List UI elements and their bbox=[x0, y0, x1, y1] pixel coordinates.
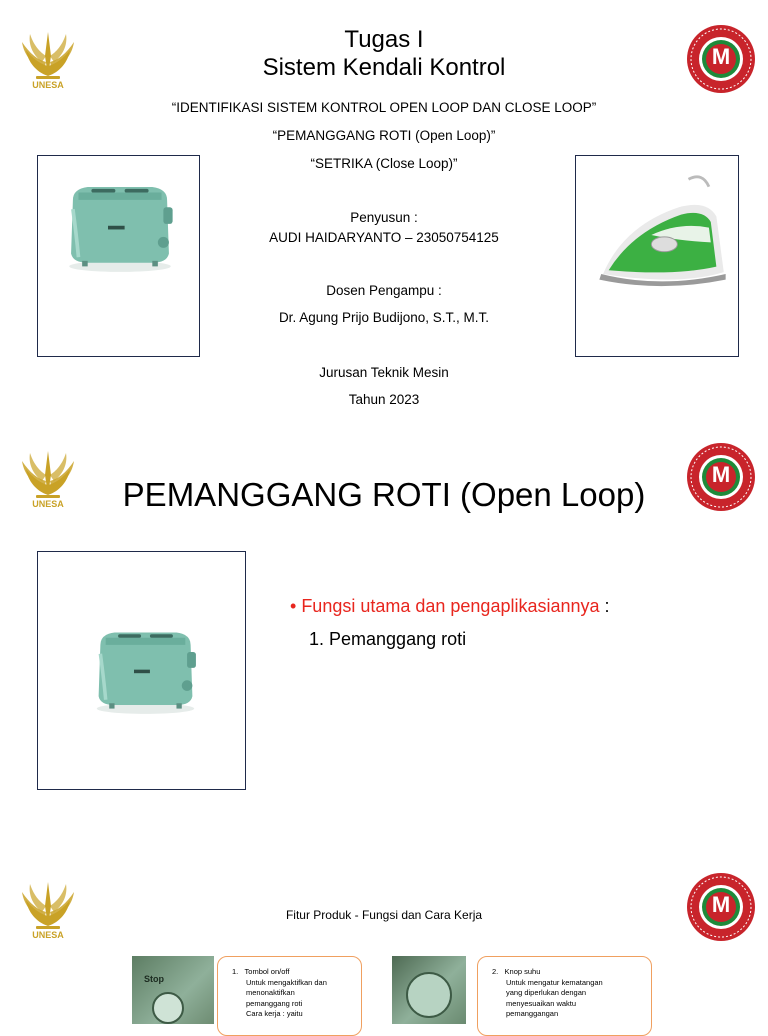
bullet-function: • Fungsi utama dan pengaplikasiannya : bbox=[290, 596, 610, 616]
power-button-photo: Stop bbox=[132, 956, 214, 1024]
feature-box-power: 1. Tombol on/off Untuk mengaktifkan dan menonaktifkan pemanggang roti Cara kerja : yaitu bbox=[217, 956, 362, 1036]
lecturer-name: Dr. Agung Prijo Budijono, S.T., M.T. bbox=[278, 310, 490, 325]
subtitle-toaster: “PEMANGGANG ROTI (Open Loop)” bbox=[272, 128, 496, 143]
author-label: Penyusun : bbox=[350, 210, 418, 225]
slide-heading: PEMANGGANG ROTI (Open Loop) bbox=[122, 476, 646, 513]
subtitle-iron: “SETRIKA (Close Loop)” bbox=[310, 156, 458, 171]
slide-features bbox=[0, 860, 768, 1024]
subtitle-main: “IDENTIFIKASI SISTEM KONTROL OPEN LOOP DAN CLOSE LOOP” bbox=[171, 100, 597, 115]
slide-title bbox=[0, 0, 768, 420]
toaster-image bbox=[88, 612, 203, 722]
lecturer-label: Dosen Pengampu : bbox=[326, 283, 442, 298]
list-item: 1. Pemanggang roti bbox=[309, 629, 467, 649]
slide-toaster bbox=[0, 425, 768, 825]
author-name: AUDI HAIDARYANTO – 23050754125 bbox=[269, 230, 499, 245]
m-logo-icon: M bbox=[686, 442, 756, 512]
title-line1: Tugas I bbox=[344, 26, 424, 53]
slide-heading: Fitur Produk - Fungsi dan Cara Kerja bbox=[285, 908, 483, 922]
temperature-knob-photo bbox=[392, 956, 466, 1024]
title-line2: Sistem Kendali Kontrol bbox=[262, 54, 506, 81]
toaster-image-frame bbox=[37, 551, 246, 790]
year: Tahun 2023 bbox=[348, 392, 420, 407]
feature-box-knob: 2. Knop suhu Untuk mengatur kematangan yang diperlukan dengan menyesuaikan waktu pemanggangan bbox=[477, 956, 652, 1036]
m-logo-icon: M bbox=[686, 24, 756, 94]
department: Jurusan Teknik Mesin bbox=[319, 365, 449, 380]
unesa-logo-text: UNESA bbox=[32, 80, 64, 90]
toaster-image-frame bbox=[37, 155, 200, 357]
m-logo-icon: M bbox=[686, 872, 756, 942]
unesa-logo-text: UNESA bbox=[32, 930, 64, 940]
iron-image-frame bbox=[575, 155, 739, 357]
unesa-logo-text: UNESA bbox=[32, 499, 64, 509]
